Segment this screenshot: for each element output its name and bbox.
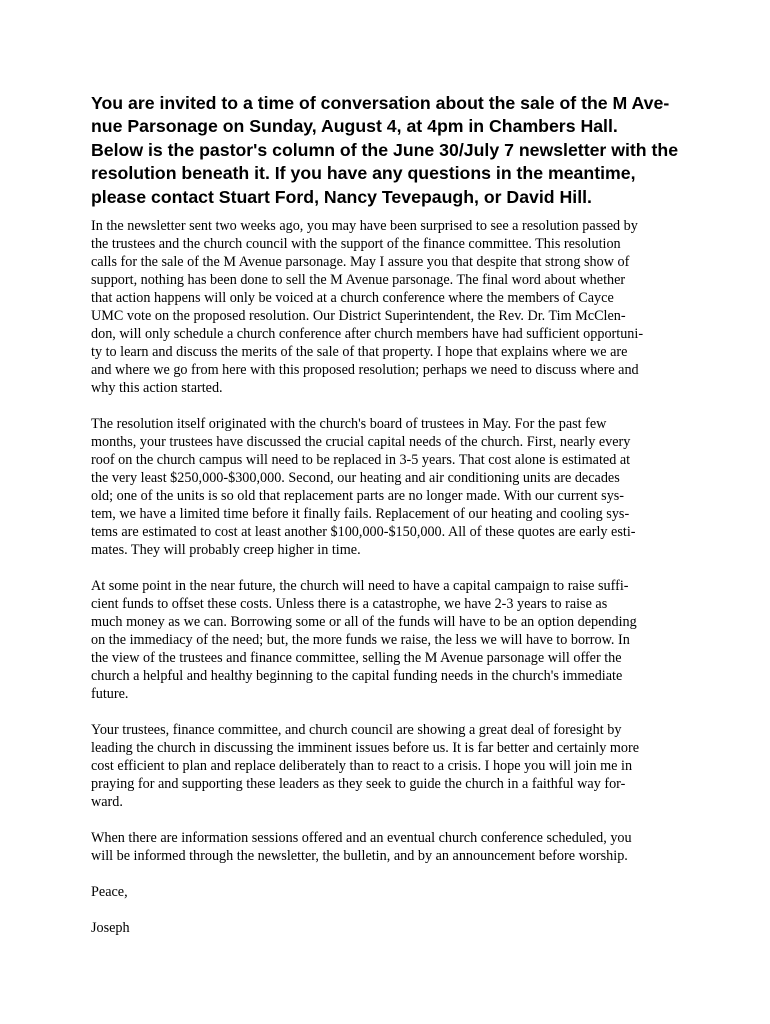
text-line: future. <box>91 686 129 702</box>
text-line: The resolution itself originated with the church's board of trustees in May. For the past few <box>91 416 607 432</box>
text-line: on the immediacy of the need; but, the more funds we raise, the less we will have to borrow. In <box>91 632 630 648</box>
text-line: UMC vote on the proposed resolution. Our District Superintendent, the Rev. Dr. Tim McClen- <box>91 308 626 324</box>
closing-salutation <box>91 883 691 901</box>
heading-line: nue Parsonage on Sunday, August 4, at 4pm in Chambers Hall. <box>91 116 618 137</box>
paragraph-resolution <box>91 415 691 559</box>
text-line: don, will only schedule a church conference after church members have had sufficient opportuni- <box>91 326 644 342</box>
heading-line: You are invited to a time of conversation about the sale of the M Ave- <box>91 93 670 113</box>
paragraph-capital-campaign <box>91 577 691 703</box>
text-line: the trustees and the church council with the support of the finance committee. This resolution <box>91 236 621 252</box>
text-line: When there are information sessions offered and an eventual church conference scheduled, you <box>91 830 632 846</box>
text-line: Joseph <box>91 920 130 936</box>
text-line: In the newsletter sent two weeks ago, you may have been surprised to see a resolution passed by <box>91 218 638 234</box>
pastor-column <box>91 217 691 955</box>
text-line: the view of the trustees and finance committee, selling the M Avenue parsonage will offer the <box>91 650 622 666</box>
text-line: cost efficient to plan and replace deliberately than to react to a crisis. I hope you will join me in <box>91 758 633 774</box>
paragraph-information-sessions <box>91 829 691 865</box>
text-line: cient funds to offset these costs. Unless there is a catastrophe, we have 2-3 years to raise as <box>91 596 608 612</box>
paragraph-newsletter <box>91 217 691 397</box>
text-line: Peace, <box>91 884 128 900</box>
text-line: old; one of the units is so old that replacement parts are no longer made. With our current sys- <box>91 488 625 504</box>
text-line: will be informed through the newsletter, the bulletin, and by an announcement before worship. <box>91 848 628 864</box>
text-line: that action happens will only be voiced at a church conference where the members of Cayce <box>91 290 614 306</box>
text-line: tem, we have a limited time before it finally fails. Replacement of our heating and cooling sys- <box>91 506 630 522</box>
heading-line: Below is the pastor's column of the June 30/July 7 newsletter with the <box>91 139 679 160</box>
signature-name <box>91 919 691 937</box>
text-line: months, your trustees have discussed the crucial capital needs of the church. First, nearly every <box>91 434 631 450</box>
text-line: much money as we can. Borrowing some or all of the funds will have to be an option depending <box>91 614 637 630</box>
text-line: roof on the church campus will need to be replaced in 3-5 years. That cost alone is estimated at <box>91 452 631 468</box>
text-line: ward. <box>91 794 123 810</box>
text-line: leading the church in discussing the imminent issues before us. It is far better and certainly more <box>91 740 640 756</box>
paragraph-foresight <box>91 721 691 811</box>
text-line: At some point in the near future, the church will need to have a capital campaign to raise suffi- <box>91 578 629 594</box>
text-line: ty to learn and discuss the merits of the sale of that property. I hope that explains where we are <box>91 344 628 360</box>
text-line: and where we go from here with this proposed resolution; perhaps we need to discuss where and <box>91 362 639 378</box>
text-line: the very least $250,000-$300,000. Second, our heating and air conditioning units are decades <box>91 470 620 486</box>
text-line: tems are estimated to cost at least another $100,000-$150,000. All of these quotes are early esti- <box>91 524 636 540</box>
text-line: why this action started. <box>91 380 223 396</box>
announcement-heading <box>91 92 691 209</box>
text-line: mates. They will probably creep higher in time. <box>91 542 361 558</box>
text-line: Your trustees, finance committee, and church council are showing a great deal of foresight by <box>91 722 622 738</box>
text-line: support, nothing has been done to sell the M Avenue parsonage. The final word about whether <box>91 272 626 288</box>
text-line: praying for and supporting these leaders as they seek to guide the church in a faithful way for- <box>91 776 626 792</box>
heading-line: resolution beneath it. If you have any questions in the meantime, <box>91 163 636 184</box>
heading-line: please contact Stuart Ford, Nancy Tevepaugh, or David Hill. <box>91 186 592 207</box>
text-line: calls for the sale of the M Avenue parsonage. May I assure you that despite that strong show of <box>91 254 630 270</box>
text-line: church a helpful and healthy beginning to the capital funding needs in the church's immediate <box>91 668 623 684</box>
